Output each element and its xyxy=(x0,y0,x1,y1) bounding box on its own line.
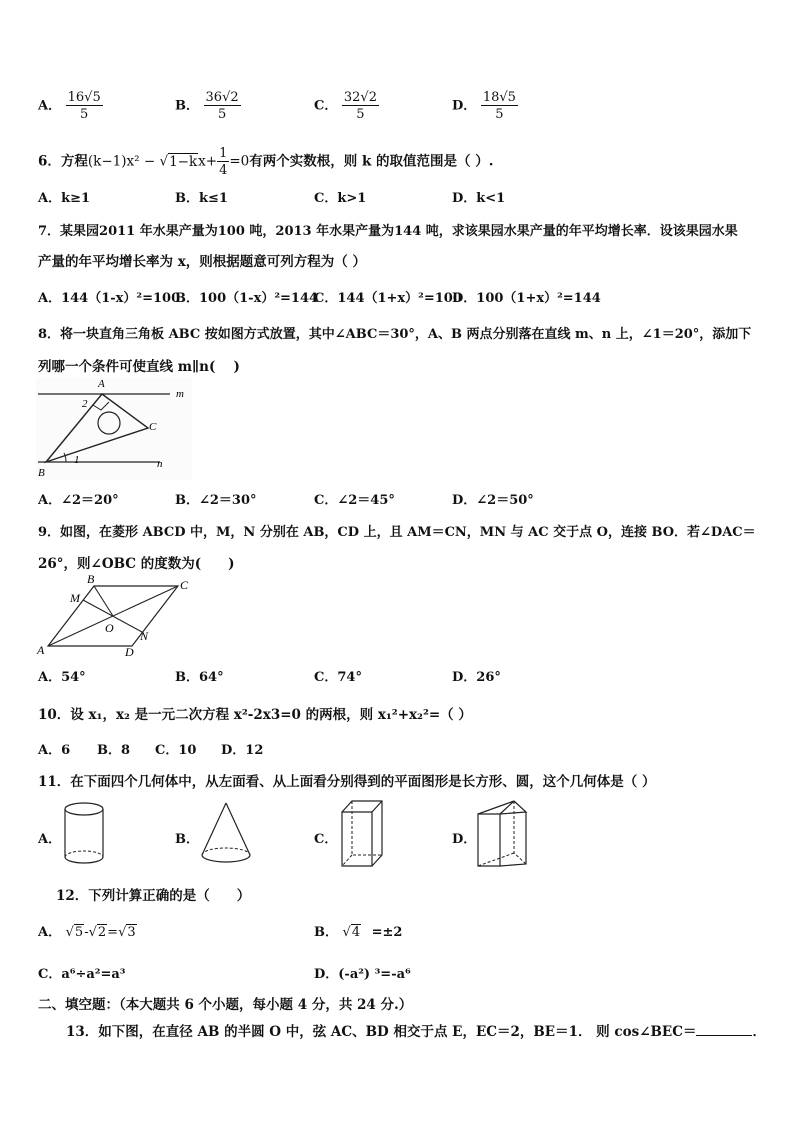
q5-option-d: D． $\frac{18√5}{5}$ xyxy=(452,90,516,122)
q10-option-b: B．8 xyxy=(97,743,131,758)
q10-option-d: D．12 xyxy=(221,743,264,758)
q7-option-c: C．144（1+x）²=100 xyxy=(314,291,462,306)
q11-option-c-label: C． xyxy=(314,832,338,847)
q8-option-a: A．∠2＝20° xyxy=(38,493,119,508)
q8-stem-line2: 列哪一个条件可使直线 m∥n( ) xyxy=(38,359,240,375)
label-1: 1 xyxy=(74,454,80,466)
q5-option-c: C． $\frac{32√2}{5}$ xyxy=(314,90,377,122)
label-o: O xyxy=(105,621,114,635)
q9-option-b: B．64° xyxy=(175,670,224,685)
q12-option-c: C．a⁶÷a²=a³ xyxy=(38,967,126,982)
label-2: 2 xyxy=(82,398,88,410)
label-n: n xyxy=(157,458,163,470)
q7-option-a: A．144（1-x）²=100 xyxy=(38,291,181,306)
q6-option-a: A．k≥1 xyxy=(38,191,91,206)
label-d: D xyxy=(125,645,134,658)
q8-option-c: C．∠2＝45° xyxy=(314,493,395,508)
cone-icon xyxy=(198,800,254,868)
section-fill-in-heading: 二、填空题：（本大题共 6 个小题，每小题 4 分，共 24 分.） xyxy=(38,997,413,1013)
q7-option-d: D．100（1+x）²=144 xyxy=(452,291,601,306)
label-c: C xyxy=(149,421,157,433)
q12-option-a: A． √5-√2=√3 xyxy=(38,925,136,940)
q9-option-c: C．74° xyxy=(314,670,362,685)
q8-option-d: D．∠2＝50° xyxy=(452,493,534,508)
q9-stem-line2: 26°，则∠OBC 的度数为( ) xyxy=(38,556,235,572)
q9-figure xyxy=(36,572,196,658)
q12-stem: 12．下列计算正确的是（ ） xyxy=(56,888,251,904)
q10-stem: 10．设 x₁，x₂ 是一元二次方程 x²-2x3=0 的两根，则 x₁²+x₂²=（ ） xyxy=(38,707,472,723)
q9-stem-line1: 9．如图，在菱形 ABCD 中，M，N 分别在 AB，CD 上，且 AM＝CN，MN 与 AC 交于点 O，连接 BO．若∠DAC＝ xyxy=(38,525,756,540)
label-b: B xyxy=(38,467,45,479)
label-b: B xyxy=(87,572,95,586)
q11-option-d-label: D． xyxy=(452,832,477,847)
q11-option-b-label: B． xyxy=(175,832,199,847)
cylinder-icon xyxy=(60,800,108,868)
q12-option-b: B． √4 =±2 xyxy=(314,925,403,940)
q5-option-a: A． $\frac{16√5}{5}$ xyxy=(38,90,101,122)
q8-figure xyxy=(36,378,192,480)
q8-option-b: B．∠2＝30° xyxy=(175,493,257,508)
q12-option-d: D．(-a²) ³=-a⁶ xyxy=(314,967,411,982)
q6-option-b: B．k≤1 xyxy=(175,191,228,206)
q5-option-b: B． $\frac{36√2}{5}$ xyxy=(175,90,239,122)
q6-stem: 6．方程(k−1)x² − √1−kx+ $\frac{1}{4}$ =0有两个实数根，则 k 的取值范围是（ ）. xyxy=(38,146,494,178)
q9-option-d: D．26° xyxy=(452,670,501,685)
q10-option-c: C．10 xyxy=(155,743,197,758)
q13-stem: 13．如下图，在直径 AB 的半圆 O 中，弦 AC、BD 相交于点 E，EC＝2，BE＝1． 则 cos∠BEC＝ ． xyxy=(66,1024,766,1040)
label-c: C xyxy=(180,578,189,592)
label-a: A xyxy=(98,378,105,390)
q7-option-b: B．100（1-x）²=144 xyxy=(175,291,319,306)
rectangular-prism-icon xyxy=(338,798,386,870)
q7-stem-line1: 7．某果园2011 年水果产量为100 吨，2013 年水果产量为144 吨，求该果园水果产量的年平均增长率．设该果园水果 xyxy=(38,224,738,239)
q8-stem-line1: 8．将一块直角三角板 ABC 按如图方式放置，其中∠ABC＝30°，A、B 两点分别落在直线 m、n 上，∠1＝20°，添加下 xyxy=(38,327,752,342)
q7-stem-line2: 产量的年平均增长率为 x，则根据题意可列方程为（ ） xyxy=(38,254,366,270)
triangular-prism-icon xyxy=(474,798,530,870)
label-m: M xyxy=(70,591,80,605)
q11-stem: 11．在下面四个几何体中，从左面看、从上面看分别得到的平面图形是长方形、圆，这个几何体是（ ） xyxy=(38,774,656,790)
q6-option-c: C．k>1 xyxy=(314,191,367,206)
label-m: m xyxy=(176,388,184,400)
q6-option-d: D．k<1 xyxy=(452,191,506,206)
q11-option-a-label: A． xyxy=(38,832,62,847)
q13-answer-blank xyxy=(696,1023,752,1036)
label-n: N xyxy=(140,629,149,643)
q10-option-a: A．6 xyxy=(38,743,71,758)
label-a: A xyxy=(37,643,45,657)
q9-option-a: A．54° xyxy=(38,670,86,685)
